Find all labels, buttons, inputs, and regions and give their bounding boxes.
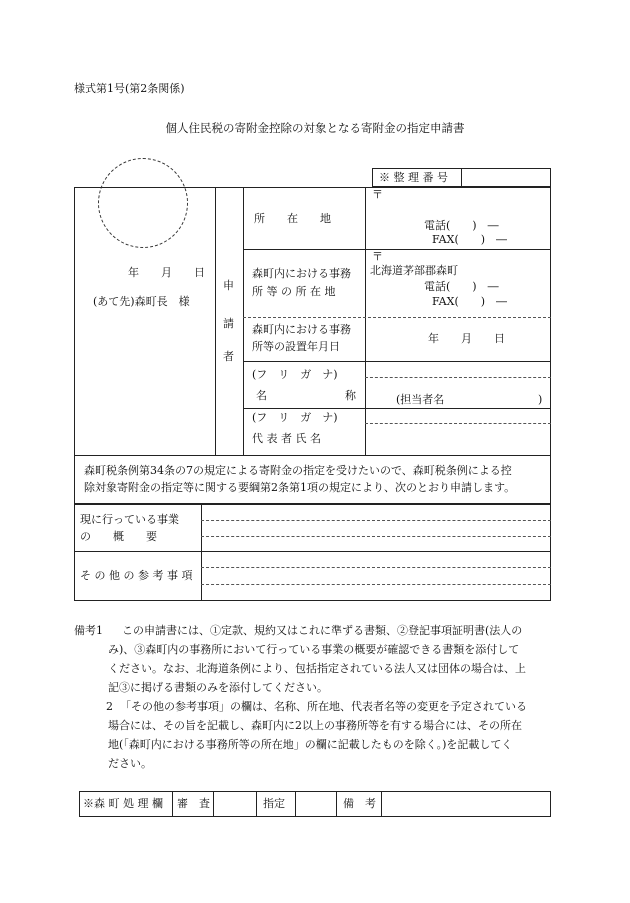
applicant-char-1: 申 xyxy=(223,279,234,292)
note1-line3: ください。なお、北海道条例により、包括指定されている法人又は団体の場合は、上 xyxy=(108,662,526,675)
established-date[interactable]: 年 月 日 xyxy=(428,332,505,345)
note2-line1: 「その他の参考事項」の欄は、名称、所在地、代表者名等の変更を予定されている xyxy=(120,700,527,713)
note2-prefix: 2 xyxy=(106,700,113,713)
address-fax[interactable]: FAX( ) ― xyxy=(432,233,508,246)
form-number: 様式第1号(第2条関係) xyxy=(74,82,185,95)
address-postal-mark: 〒 xyxy=(372,188,383,201)
remarks-label: 備 考 xyxy=(343,797,376,810)
representative-furigana-label: (フ リ ガ ナ) xyxy=(252,411,338,424)
seal-circle xyxy=(98,158,188,248)
note2-line2: 場合には、その旨を記載し、森町内に2以上の事務所等を有する場合には、その所在 xyxy=(108,719,522,732)
review-label: 審 査 xyxy=(177,797,210,810)
applicant-char-2: 請 xyxy=(223,317,234,330)
note1-prefix: 備考1 xyxy=(74,624,103,637)
office-processing-label: ※森 町 処 理 欄 xyxy=(83,797,163,810)
established-label-line1: 森町内における事務 xyxy=(252,323,351,336)
business-label-line1: 現に行っている事業 xyxy=(80,513,179,526)
office-postal-mark: 〒 xyxy=(372,250,383,263)
office-fax[interactable]: FAX( ) ― xyxy=(432,295,508,308)
office-label-line2: 所 等 の 所 在 地 xyxy=(252,285,336,298)
contact-person-label: (担当者名 xyxy=(396,393,445,406)
note1-line2: み)、③森町内の事務所において行っている事業の概要が確認できる書類を添付して xyxy=(108,643,520,656)
business-label-line2: の 概 要 xyxy=(80,530,157,543)
address-tel[interactable]: 電話( ) ― xyxy=(424,219,499,232)
contact-person-close: ) xyxy=(538,393,543,406)
other-references-label: そ の 他 の 参 考 事 項 xyxy=(80,569,193,582)
reference-number-label: ※ 整 理 番 号 xyxy=(379,171,448,184)
note2-line4: ださい。 xyxy=(108,757,152,770)
office-city: 北海道茅部郡森町 xyxy=(370,264,458,277)
name-furigana-label: (フ リ ガ ナ) xyxy=(252,368,338,381)
page-title: 個人住民税の寄附金控除の対象となる寄附金の指定申請書 xyxy=(165,121,465,135)
designation-label: 指定 xyxy=(263,797,285,810)
established-label-line2: 所等の設置年月日 xyxy=(252,340,340,353)
name-label-left: 名 xyxy=(256,389,267,402)
office-label-line1: 森町内における事務 xyxy=(252,267,351,280)
statement-line2: 除対象寄附金の指定等に関する要綱第2条第1項の規定により、次のとおり申請します。 xyxy=(84,481,516,494)
statement-line1: 森町税条例第34条の7の規定による寄附金の指定を受けたいので、森町税条例による控 xyxy=(84,464,512,477)
address-label: 所 在 地 xyxy=(254,212,331,225)
note1-line1: この申請書には、①定款、規約又はこれに準ずる書類、②登記事項証明書(法人の xyxy=(122,624,523,637)
office-tel[interactable]: 電話( ) ― xyxy=(424,280,499,293)
name-label-right: 称 xyxy=(345,389,356,402)
date-line: 年 月 日 xyxy=(128,266,205,279)
note2-line3: 地(「森町内における事務所等の所在地」の欄に記載したものを除く。)を記載してく xyxy=(108,738,513,751)
applicant-char-3: 者 xyxy=(223,350,234,363)
note1-line4: 記③に掲げる書類のみを添付してください。 xyxy=(108,681,328,694)
addressee: (あて先)森町長 様 xyxy=(93,295,190,308)
representative-label: 代 表 者 氏 名 xyxy=(252,432,321,445)
